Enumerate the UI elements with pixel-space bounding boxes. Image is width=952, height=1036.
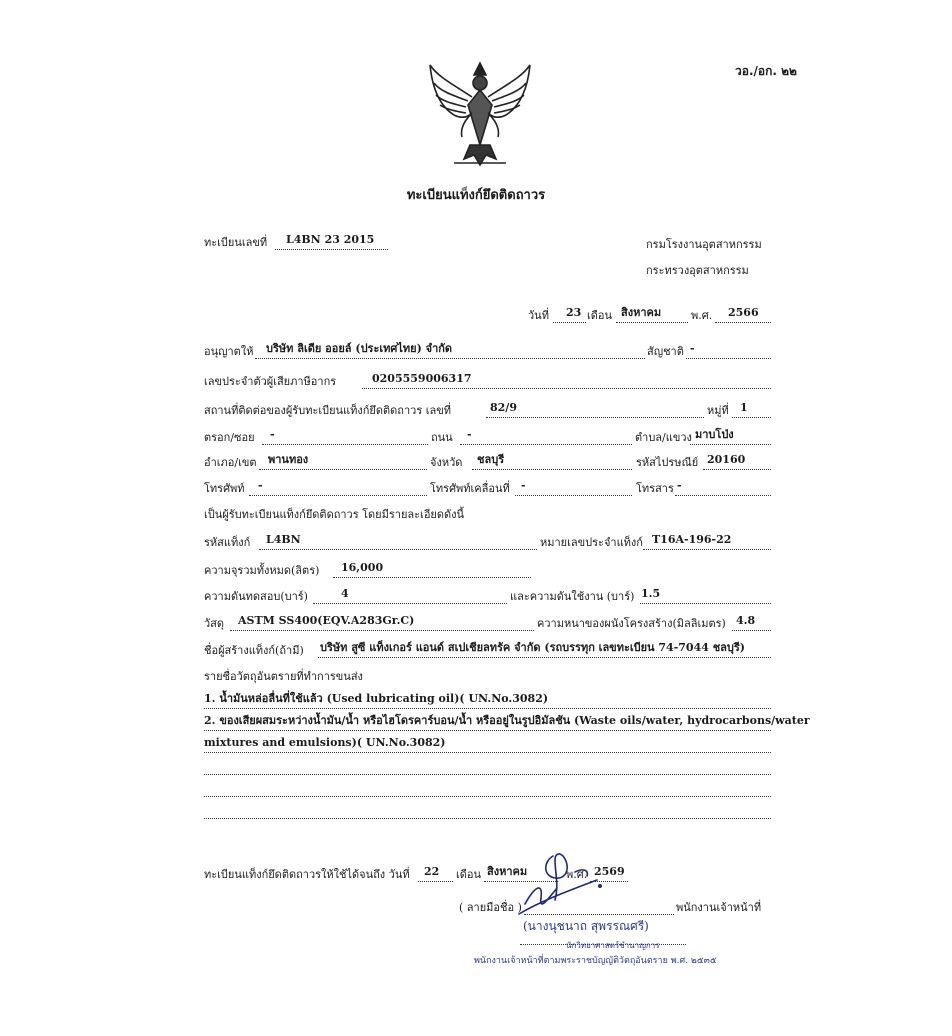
issue-day: 23 <box>566 306 582 319</box>
hazard-item-1: 1. น้ำมันหล่อลื่นที่ใช้แล้ว (Used lubricating oil)( UN.No.3082) <box>204 692 549 705</box>
capacity-value: 16,000 <box>341 561 384 574</box>
ministry-name: กระทรวงอุตสาหกรรม <box>646 264 749 277</box>
thickness-label: ความหนาของผนังโครงสร้าง(มิลลิเมตร) <box>537 617 726 630</box>
issue-month: สิงหาคม <box>621 306 662 319</box>
garuda-emblem-icon <box>424 55 536 170</box>
nationality-value: - <box>690 342 695 355</box>
issue-month-label: เดือน <box>587 309 613 322</box>
officer-position: นักวิทยาศาสตร์ชำนาญการ <box>566 941 660 950</box>
officer-name: (นางนุชนาถ สุพรรณศรี) <box>523 919 649 933</box>
tax-id-value: 0205559006317 <box>372 372 472 385</box>
work-pressure-value: 1.5 <box>641 587 661 600</box>
address-number: 82/9 <box>490 401 517 414</box>
tank-code-label: รหัสแท็งก์ <box>204 536 251 549</box>
validity-month-label: เดือน <box>456 868 482 881</box>
road-value: - <box>467 428 472 441</box>
department-name: กรมโรงงานอุตสาหกรรม <box>646 238 762 251</box>
details-intro: เป็นผู้รับทะเบียนแท็งก์ยึดติดถาวร โดยมีรายละเอียดดังนี้ <box>204 508 465 521</box>
tank-serial-label: หมายเลขประจำแท็งก์ <box>540 536 643 549</box>
test-pressure-value: 4 <box>341 587 349 600</box>
road-label: ถนน <box>431 431 453 444</box>
thickness-value: 4.8 <box>736 614 756 627</box>
phone-label: โทรศัพท์ <box>204 482 245 495</box>
fax-label: โทรสาร <box>636 482 674 495</box>
subdistrict-label: ตำบล/แขวง <box>635 431 692 444</box>
validity-month: สิงหาคม <box>487 865 528 878</box>
validity-label: ทะเบียนแท็งก์ยึดติดถาวรให้ใช้ได้จนถึง วันที่ <box>204 868 410 881</box>
officer-label: พนักงานเจ้าหน้าที่ <box>676 901 762 914</box>
validity-year-label: พ.ศ. <box>566 868 588 881</box>
builder-value: บริษัท สูซี แท็งเกอร์ แอนด์ สเปเชียลทรัค จำกัด (รถบรรทุก เลขทะเบียน 74-7044 ชลบุรี) <box>320 641 746 654</box>
mobile-value: - <box>521 479 526 492</box>
signature-label: ( ลายมือชื่อ ) <box>459 901 522 914</box>
document-title: ทะเบียนแท็งก์ยึดติดถาวร <box>406 188 546 203</box>
officer-authority: พนักงานเจ้าหน้าที่ตามพระราชบัญญัติวัตถุอันตราย พ.ศ. ๒๕๓๕ <box>474 956 717 966</box>
district-label: อำเภอ/เขต <box>204 456 257 469</box>
issue-year: 2566 <box>728 306 759 319</box>
mobile-label: โทรศัพท์เคลื่อนที่ <box>430 482 510 495</box>
postcode-label: รหัสไปรษณีย์ <box>636 456 699 469</box>
registration-label: ทะเบียนเลขที่ <box>204 236 268 249</box>
moo-value: 1 <box>740 401 748 414</box>
fax-value: - <box>677 479 682 492</box>
tank-code-value: L4BN <box>266 533 301 546</box>
tank-serial-value: T16A-196-22 <box>652 533 732 546</box>
issue-year-label: พ.ศ. <box>691 309 713 322</box>
licensee-value: บริษัท ลิเดีย ออยล์ (ประเทศไทย) จำกัด <box>266 342 453 355</box>
validity-day: 22 <box>424 865 440 878</box>
form-code: วอ./อก. ๒๒ <box>735 64 797 78</box>
nationality-label: สัญชาติ <box>647 345 684 358</box>
soi-label: ตรอก/ซอย <box>204 431 255 444</box>
builder-label: ชื่อผู้สร้างแท็งก์(ถ้ามี) <box>204 644 304 657</box>
issue-day-label: วันที่ <box>528 309 549 322</box>
province-value: ชลบุรี <box>477 453 505 466</box>
subdistrict-value: มาบโป่ง <box>695 428 734 441</box>
test-pressure-label: ความดันทดสอบ(บาร์) <box>204 590 308 603</box>
moo-label: หมู่ที่ <box>707 404 729 417</box>
material-label: วัสดุ <box>204 617 225 630</box>
work-pressure-label: และความดันใช้งาน (บาร์) <box>510 590 635 603</box>
validity-year: 2569 <box>594 865 625 878</box>
postcode-value: 20160 <box>707 453 746 466</box>
registration-number: L4BN 23 2015 <box>286 233 375 246</box>
province-label: จังหวัด <box>430 456 463 469</box>
phone-value: - <box>258 479 263 492</box>
tax-id-label: เลขประจำตัวผู้เสียภาษีอากร <box>204 375 337 388</box>
district-value: พานทอง <box>268 453 309 466</box>
hazard-item-2: 2. ของเสียผสมระหว่างน้ำมัน/น้ำ หรือไฮโดรคาร์บอน/น้ำ หรืออยู่ในรูปอิมัลชัน (Waste oils/water, hydrocarbons/water <box>204 714 810 727</box>
licensee-label: อนุญาตให้ <box>204 345 254 358</box>
soi-value: - <box>270 428 275 441</box>
material-value: ASTM SS400(EQV.A283Gr.C) <box>238 614 415 627</box>
hazard-list-label: รายชื่อวัตถุอันตรายที่ทำการขนส่ง <box>204 670 363 683</box>
hazard-item-2-continued: mixtures and emulsions)( UN.No.3082) <box>204 736 446 749</box>
capacity-label: ความจุรวมทั้งหมด(ลิตร) <box>204 564 320 577</box>
address-label: สถานที่ติดต่อของผู้รับทะเบียนแท็งก์ยึดติดถาวร เลขที่ <box>204 404 451 417</box>
